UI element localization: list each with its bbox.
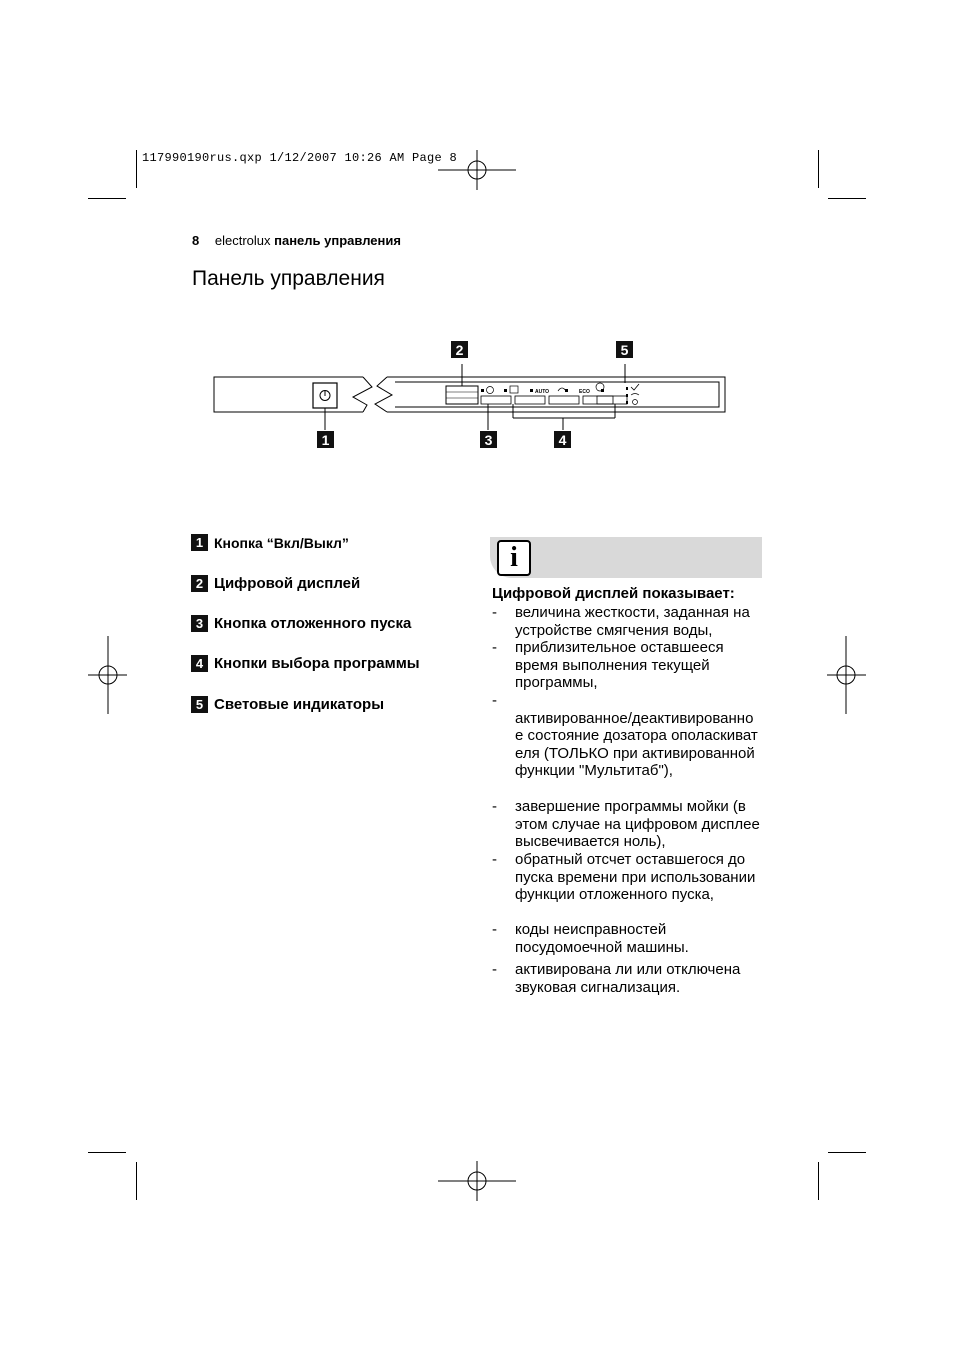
callout-3 [480, 431, 497, 448]
callout-1 [317, 431, 334, 448]
info-heading: Цифровой дисплей показывает: [492, 585, 735, 602]
legend-number: 2 [191, 575, 208, 592]
bullet-marker: - [492, 692, 497, 709]
callout-2 [451, 341, 468, 358]
legend-item [191, 534, 349, 551]
legend-item [191, 575, 360, 592]
digital-display [446, 386, 478, 404]
control-panel-diagram [205, 335, 735, 455]
bullet-text: активированное/деактивированное состояние дозатора ополаскивателя (ТОЛЬКО при активированной функции "Мультитаб"), [515, 709, 758, 780]
legend-label: Кнопки выбора программы [214, 655, 420, 672]
legend-label: Цифровой дисплей [214, 575, 361, 592]
legend-item [191, 655, 420, 672]
legend-item [191, 696, 384, 713]
callout-4 [554, 431, 571, 448]
bullet-text: завершение программы мойки (в этом случае на цифровом дисплее высвечивается ноль), [515, 798, 760, 851]
glass-icon [558, 388, 566, 391]
auto-label: AUTO [535, 389, 550, 395]
pot-icon [510, 386, 518, 393]
end-indicator-icon [631, 384, 639, 390]
svg-text:1: 1 [321, 432, 330, 448]
brand-name: electrolux [214, 233, 271, 248]
bullet-marker: - [492, 851, 497, 868]
rinse-aid-indicator-icon [633, 400, 638, 405]
svg-text:5: 5 [620, 342, 629, 358]
legend-label: Кнопка “Вкл/Выкл” [214, 534, 349, 551]
svg-text:3: 3 [484, 432, 493, 448]
legend-label: Световые индикаторы [214, 696, 385, 713]
rinse-icon [596, 383, 604, 391]
bullet-marker: - [492, 961, 497, 978]
legend-label: Кнопка отложенного пуска [214, 615, 412, 632]
legend-item [191, 615, 411, 632]
bullet-text: коды неисправностей посудомоечной машины. [515, 921, 689, 956]
print-slug: 117990190rus.qxp 1/12/2007 10:26 AM Page 8 [142, 151, 458, 165]
legend-number: 1 [191, 534, 208, 551]
eco-label: ECO [579, 389, 590, 395]
legend-number: 3 [191, 615, 208, 632]
bullet-marker: - [492, 604, 497, 621]
legend-number: 5 [191, 696, 208, 713]
bullet-marker: - [492, 639, 497, 656]
running-header [192, 233, 401, 248]
page-title: Панель управления [192, 267, 385, 290]
timer-icon [487, 387, 494, 394]
bullet-text: приблизительное оставшееся время выполнения текущей программы, [515, 639, 724, 692]
section-name: панель управления [274, 233, 401, 248]
info-icon: i [497, 540, 531, 576]
callout-5 [616, 341, 633, 358]
bullet-marker: - [492, 921, 497, 938]
svg-text:4: 4 [558, 432, 567, 448]
page-number: 8 [192, 233, 200, 248]
bullet-text: обратный отсчет оставшегося до пуска времени при использовании функции отложенного пуска, [515, 851, 756, 904]
bullet-text: величина жесткости, заданная на устройстве смягчения воды, [515, 604, 750, 639]
svg-text:2: 2 [455, 342, 464, 358]
legend-number: 4 [191, 655, 208, 672]
bullet-text: активирована ли или отключена звуковая сигнализация. [515, 961, 741, 996]
bullet-marker: - [492, 798, 497, 815]
program-buttons [481, 396, 627, 404]
salt-indicator-icon [631, 394, 639, 396]
